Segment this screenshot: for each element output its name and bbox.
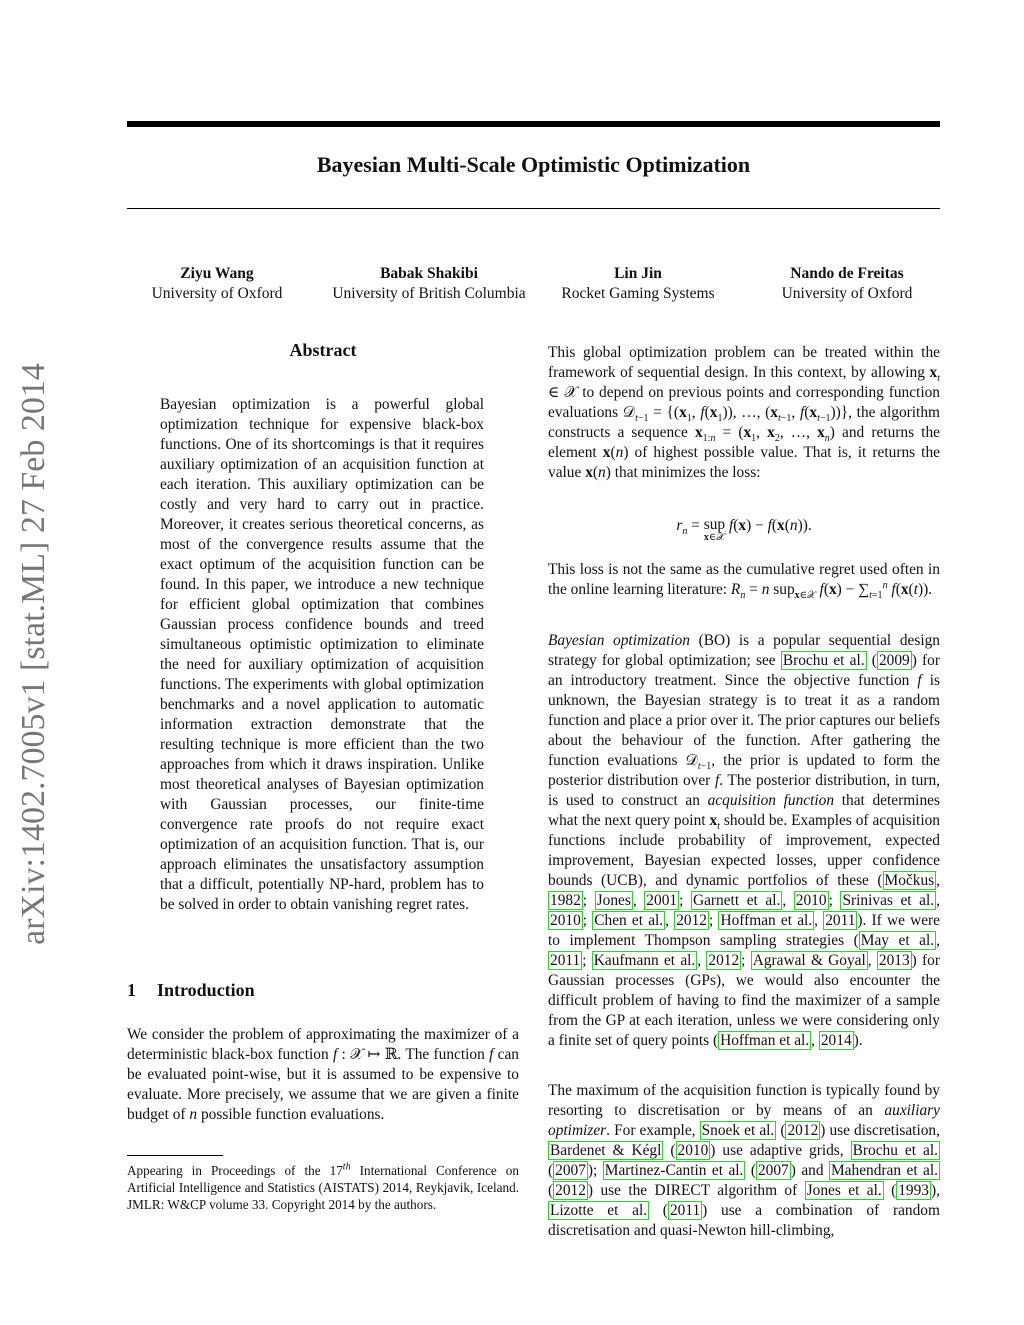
loss-equation: $r_n$ = sup x∈𝒳 f(x) − f(x(n)). [676,516,812,543]
citation-link[interactable]: 2014 [820,1032,852,1049]
citation-link[interactable]: Hoffman et al. [720,912,813,929]
footnote-rule [127,1155,223,1156]
author: Ziyu Wang University of Oxford [151,265,283,302]
paragraph-regret: This loss is not the same as the cumulative regret used often in the online learning literature: $R_n = n$ sup$_{x\in 𝒳}$ $f(x) - \sum_{t=1}^n$ f(x(t)). [548,561,940,602]
arxiv-stamp: arXiv:1402.7005v1 [stat.ML] 27 Feb 2014 [15,363,52,945]
section-heading: 1 Introduction [127,980,255,1000]
citation-link[interactable]: 2012 [708,952,740,969]
citation-link[interactable]: 2009 [878,652,910,669]
citation-link[interactable]: Brochu et al. [782,652,865,669]
citation-link[interactable]: 2010 [795,892,827,909]
citation-link[interactable]: Srinivas et al. [842,892,935,909]
citation-link[interactable]: Mahendran et al. [830,1162,938,1179]
citation-link[interactable]: Martinez-Cantin et al. [604,1162,744,1179]
citation-link[interactable]: 2011 [550,952,581,969]
citation-link[interactable]: Snoek et al. [701,1122,775,1139]
citation-link[interactable]: 2013 [878,952,910,969]
paragraph-bayesian-optimization: Bayesian optimization (BO) is a popular sequential design strategy for global optimization; see Brochu et al. ( 2009 ) for an introductory treatment. Since the objective function f is unknown, the Bayesian strategy is to treat it as a random function and place a prior over it. The prior captures our beliefs about the behaviour of the function. After gathering the function evaluations 𝒟$_{t-1}$, the prior is updated to form the posterior distribution over f. The posterior distribution, in turn, is used to construct an acquisition function that determines what the next query point $x_t$ should be. Examples of acquisition functions include probability of improvement, expected improvement, Bayesian expected losses, upper confidence bounds (UCB), and dynamic portfolios of these ( Močkus , 1982 ; Jones , 2001 ; Garnett et al. , 2010 ; Srinivas et al. , 2010 ; Chen et al. , 2012 ; Hoffman et al. , 2011 ). If we were to implement Thompson sampling strategies ( May et al. , 2011 ; Kaufmann et al. , 2012 ; Agrawal & Goyal , 2013 ) for Gaussian processes (GPs), we would also encounter the difficult problem of having to find the maximizer of a sample from the GP at each iteration, unless we were considering only a finite set of query points ( Hoffman et al. , 2014 ). [548,632,941,1049]
citation-link[interactable]: 2011 [669,1202,701,1219]
citation-link[interactable]: May et al. [860,932,935,949]
citation-link[interactable]: Bardenet & Kégl [550,1142,662,1159]
citation-link[interactable]: Kaufmann et al. [593,952,696,969]
citation-link[interactable]: 2007 [757,1162,789,1179]
citation-link[interactable]: Hoffman et al. [720,1032,810,1049]
author: Nando de Freitas University of Oxford [781,265,913,302]
citation-link[interactable]: 2007 [555,1162,586,1179]
citation-link[interactable]: Agrawal & Goyal [752,952,866,969]
citation-link[interactable]: 2010 [677,1142,709,1159]
citation-link[interactable]: Brochu et al. [852,1142,938,1159]
author: Lin Jin Rocket Gaming Systems [561,265,715,302]
citation-link[interactable]: 2001 [646,892,678,909]
paragraph-sequential-design: This global optimization problem can be treated within the framework of sequential design. In this context, by allowing $x_t$ ∈ 𝒳 to depend on previous points and corresponding function evaluations 𝒟$_{t-1}$ = {($x_1$, $f(x_1)$), …, ($x_{t-1}$, $f(x_{t-1})$)}, the algorithm constructs a sequence $x_{1:n} = (x_1$, $x_2$, …, $x_n$) and returns the element x(n) of highest possible value. That is, it returns the value x(n) that minimizes the loss: [548,344,941,481]
title-rule [127,208,940,209]
citation-link[interactable]: Jones et al. [806,1182,882,1199]
citation-link[interactable]: 2010 [550,912,581,929]
top-rule [127,121,940,127]
citation-link[interactable]: 2012 [787,1122,819,1139]
paragraph-acquisition-maximum: The maximum of the acquisition function is typically found by resorting to discretisation or by means of an auxiliary optimizer. For example, Snoek et al. ( 2012 ) use discretisation, Bardenet & Kégl ( 2010 ) use adaptive grids, Brochu et al. ( 2007 ); Martinez-Cantin et al. ( 2007 ) and Mahendran et al. ( 2012 ) use the DIRECT algorithm of Jones et al. ( 1993 ), Lizotte et al. ( 2011 ) use a combination of random discretisation and quasi-Newton hill-climbing, [548,1082,940,1239]
citation-link[interactable]: 2011 [825,912,856,929]
citation-link[interactable]: Močkus [884,872,935,889]
abstract-text: Bayesian optimization is a powerful global optimization technique for expensive black-box functions. One of its shortcomings is that it requires auxiliary optimization of an acquisition function at each iteration. This auxiliary optimization can be costly and very hard to carry out in practice. Moreover, it creates serious theoretical concerns, as most of the convergence results assume that the exact optimum of the acquisition function can be found. In this paper, we introduce a new technique for efficient global optimization that combines Gaussian process confidence bounds and treed simultaneous optimistic optimization to eliminate the need for auxiliary optimization of acquisition functions. The experiments with global optimization benchmarks and a novel application to automatic information extraction demonstrate that the resulting technique is more efficient than the two approaches from which it draws inspiration. Unlike most theoretical analyses of Bayesian optimization with Gaussian processes, our finite-time convergence rate proofs do not require exact optimization of an acquisition function. That is, our approach eliminates the unsatisfactory assumption that a difficult, potentially NP-hard, problem has to be solved in order to obtain vanishing regret rates. [160,396,484,913]
author: Babak Shakibi University of British Columbia [332,265,526,302]
citation-link[interactable]: Lizotte et al. [550,1202,648,1219]
footnote: Appearing in Proceedings of the 17th International Conference on Artificial Intelligence and Statistics (AISTATS) 2014, Reykjavik, Iceland. JMLR: W&CP volume 33. Copyright 2014 by the authors. [127,1161,519,1212]
citation-link[interactable]: 1982 [550,892,581,909]
intro-paragraph: We consider the problem of approximating the maximizer of a deterministic black-box function f : 𝒳 ↦ ℝ. The function f can be evaluated point-wise, but it is assumed to be expensive to evaluate. More precisely, we assume that we are given a finite budget of n possible function evaluations. [127,1026,519,1123]
citation-link[interactable]: 2012 [676,912,707,929]
abstract-heading: Abstract [289,340,357,360]
citation-link[interactable]: 2012 [555,1182,586,1199]
citation-link[interactable]: Jones [596,892,631,909]
author-block [127,264,940,308]
citation-link[interactable]: Chen et al. [594,912,664,929]
citation-link[interactable]: Garnett et al. [692,892,781,909]
paper-title: Bayesian Multi-Scale Optimistic Optimization [316,152,751,177]
citation-link[interactable]: 1993 [898,1182,929,1199]
